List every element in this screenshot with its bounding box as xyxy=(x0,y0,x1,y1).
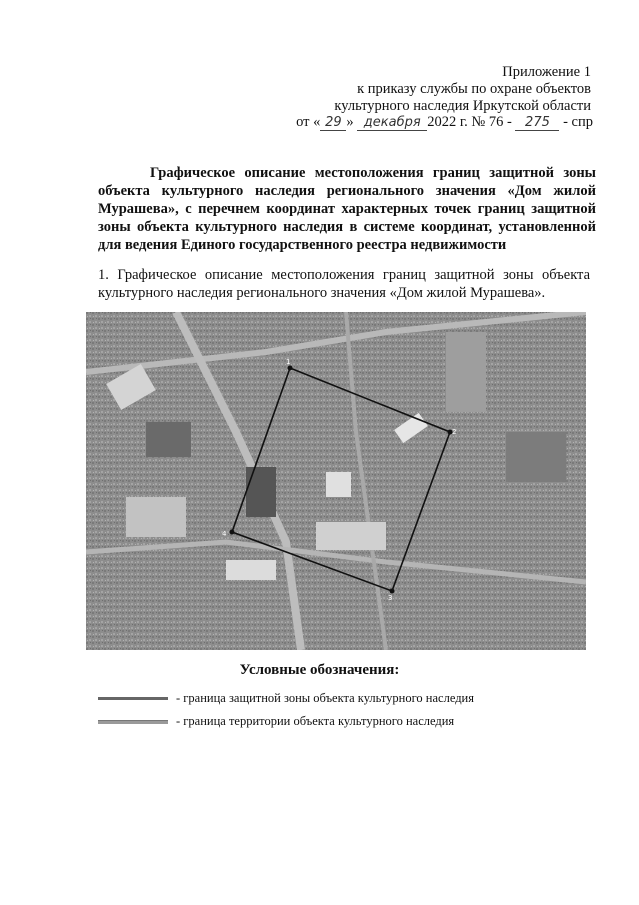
legend-protection-zone-line xyxy=(98,697,168,700)
section-1-paragraph: 1. Графическое описание местоположения границ защитной зоны объекта культурного наследия регионального значения «Дом жилой Мурашева». xyxy=(98,267,590,301)
building xyxy=(146,422,191,457)
date-prefix: от « xyxy=(296,114,321,130)
handwritten-month: декабря xyxy=(357,116,427,131)
order-suffix: - спр xyxy=(563,114,593,130)
building xyxy=(226,560,276,580)
order-authority-line: культурного наследия Иркутской области xyxy=(334,98,591,114)
date-close-quote: » xyxy=(346,114,354,130)
point-2-label: 2 xyxy=(452,428,457,436)
legend-title: Условные обозначения: xyxy=(239,662,400,678)
handwritten-order-number: 275 xyxy=(515,116,559,131)
building xyxy=(246,467,276,517)
point-4-label: 4 xyxy=(222,530,227,538)
building xyxy=(446,332,486,412)
building xyxy=(316,522,386,550)
aerial-map xyxy=(86,312,586,650)
appendix-label: Приложение 1 xyxy=(502,64,591,80)
handwritten-day: 29 xyxy=(320,116,346,131)
legend-protection-zone-text: - граница защитной зоны объекта культурного наследия xyxy=(176,691,474,705)
building xyxy=(126,497,186,537)
year-and-number: 2022 г. № 76 - xyxy=(427,114,512,130)
point-3-label: 3 xyxy=(388,594,393,602)
legend-heritage-territory-text: - граница территории объекта культурного наследия xyxy=(176,714,455,728)
order-date-line xyxy=(296,114,593,131)
document-title: Графическое описание местоположения границ защитной зоны объекта культурного наследия регионального значения «Дом жилой Мурашева», с перечнем координат характерных точек границ защитной зоны объекта культурного наследия в системе координат, установленной для ведения Единого государственного реестра недвижимости xyxy=(98,165,596,253)
point-1-label: 1 xyxy=(286,358,291,366)
building xyxy=(326,472,351,497)
building xyxy=(506,432,566,482)
legend-heritage-territory-line xyxy=(98,720,168,724)
order-reference-line: к приказу службы по охране объектов xyxy=(357,81,591,97)
